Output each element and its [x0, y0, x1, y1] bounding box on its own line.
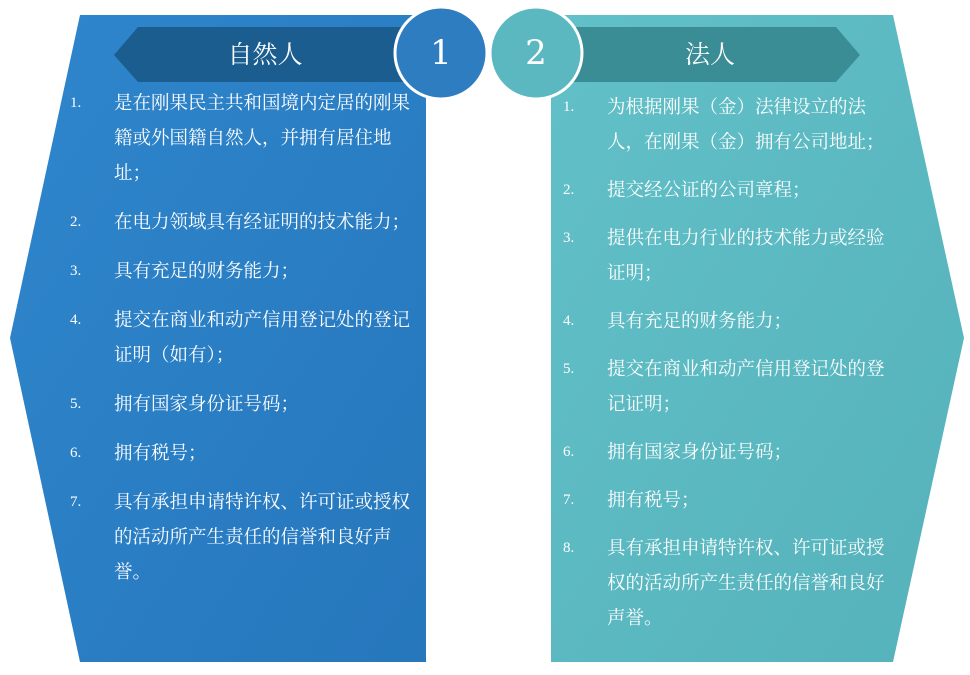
list-item: 6. 拥有税号；: [70, 443, 207, 464]
list-item: 5. 拥有国家身份证号码；: [70, 394, 300, 415]
list-item: 7. 拥有税号；: [563, 490, 700, 511]
list-item: 2. 提交经公证的公司章程；: [563, 180, 811, 201]
left-panel-number: 1: [430, 33, 452, 73]
right-panel-title: 法人: [684, 40, 735, 69]
list-item: 4. 具有充足的财务能力；: [563, 311, 793, 332]
list-item: 1. 为根据刚果（金）法律设立的法人，在刚果（金）拥有公司地址；: [563, 97, 885, 153]
list-item: 7. 具有承担申请特许权、许可证或授权的活动所产生责任的信誉和良好声誉。: [70, 492, 411, 583]
list-item: 1. 是在刚果民主共和国境内定居的刚果籍或外国籍自然人，并拥有居住地址；: [70, 93, 411, 184]
list-item: 5. 提交在商业和动产信用登记处的登记证明；: [563, 359, 885, 415]
left-requirements-list: [70, 86, 420, 604]
list-item: 4. 提交在商业和动产信用登记处的登记证明（如有）；: [70, 310, 411, 366]
list-item: 3. 提供在电力行业的技术能力或经验证明；: [563, 228, 885, 284]
right-panel-number: 2: [525, 33, 547, 73]
list-item: 6. 拥有国家身份证号码；: [563, 442, 793, 463]
list-item: 8. 具有承担申请特许权、许可证或授权的活动所产生责任的信誉和良好声誉。: [563, 538, 885, 629]
list-item: 2. 在电力领域具有经证明的技术能力；: [70, 212, 411, 233]
left-panel-title: 自然人: [227, 40, 303, 69]
list-item: 3. 具有充足的财务能力；: [70, 261, 300, 282]
right-requirements-list: [563, 90, 899, 649]
